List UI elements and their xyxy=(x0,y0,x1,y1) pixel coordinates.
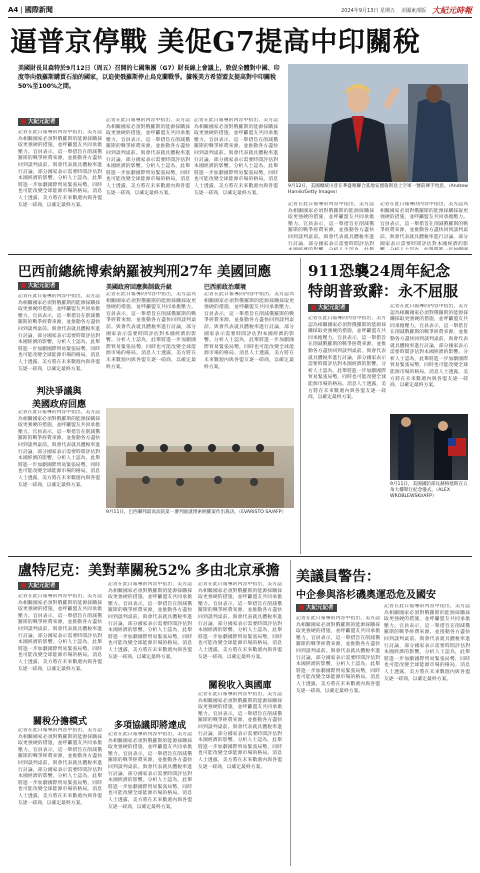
brazil-tag: 大紀元記者 xyxy=(18,282,59,290)
top-col-1: 記者在此日報導的內容中指出，美方認為相關國家必須對俄羅斯的能源採購採取更強硬的措施，並呼籲盟友共同承擔壓力。官員表示，這一舉措旨在削減俄羅斯的戰爭經費來源，並推動各方盡快回到談判桌前。與會代表就具體稅率進行討論，部分國家表示需要時間評估對本國經濟的影響。分析人士認為，此舉將進一步加劇國際貿易緊張局勢，同時也可能改變全球能源市場的格局。消息人士透露，美方將在未來數週內與各盟友逐一磋商，以確定最終方案。 xyxy=(18,130,102,208)
top-col-2: 記者在此日報導的內容中指出，美方認為相關國家必須對俄羅斯的能源採購採取更強硬的措施，並呼籲盟友共同承擔壓力。官員表示，這一舉措旨在削減俄羅斯的戰爭經費來源，並推動各方盡快回到談判桌前。與會代表就具體稅率進行討論，部分國家表示需要時間評估對本國經濟的影響。分析人士認為，此舉將進一步加劇國際貿易緊張局勢，同時也可能改變全球能源市場的格局。消息人士透露，美方將在未來數週內與各盟友逐一磋商，以確定最終方案。 xyxy=(106,118,190,196)
brand-logo: 大紀元時報 xyxy=(432,4,472,15)
ceremony-photo-illustration xyxy=(390,414,468,480)
warning-headline-1: 美議員警告： xyxy=(296,569,380,585)
warning-col-2: 記者在此日報導的內容中指出，美方認為相關國家必須對俄羅斯的能源採購採取更強硬的措施，並呼籲盟友共同承擔壓力。官員表示，這一舉措旨在削減俄羅斯的戰爭經費來源，並推動各方盡快回到談判桌前。與會代表就具體稅率進行討論，部分國家表示需要時間評估對本國經濟的影響。分析人士認為，此舉將進一步加劇國際貿易緊張局勢，同時也可能改變全球能源市場的格局。消息人士透露，美方將在未來數週內與各盟友逐一磋商，以確定最終方案。 xyxy=(384,604,470,682)
header-right xyxy=(341,5,472,16)
warning-col-1: 記者在此日報導的內容中指出，美方認為相關國家必須對俄羅斯的能源採購採取更強硬的措施，並呼籲盟友共同承擔壓力。官員表示，這一舉措旨在削減俄羅斯的戰爭經費來源，並推動各方盡快回到談判桌前。與會代表就具體稅率進行討論，部分國家表示需要時間評估對本國經濟的影響。分析人士認為，此舉將進一步加劇國際貿易緊張局勢，同時也可能改變全球能源市場的格局。消息人士透露，美方將在未來數週內與各盟友逐一磋商，以確定最終方案。 xyxy=(296,616,380,694)
warning-tag: 大紀元記者 xyxy=(296,604,337,612)
tariff-col-2b: 記者在此日報導的內容中指出，美方認為相關國家必須對俄羅斯的能源採購採取更強硬的措施，並呼籲盟友共同承擔壓力。官員表示，這一舉措旨在削減俄羅斯的戰爭經費來源，並推動各方盡快回到談判桌前。與會代表就具體稅率進行討論，部分國家表示需要時間評估對本國經濟的影響。分析人士認為，此舉將進一步加劇國際貿易緊張局勢，同時也可能改變全球能源市場的格局。消息人士透露，美方將在未來數週內與各盟友逐一磋商，以確定最終方案。 xyxy=(108,732,192,810)
pentagon-ceremony-photo xyxy=(390,414,468,480)
brazil-col-head-2: 美國政府回應與制裁升級 xyxy=(106,284,173,291)
brazil-headline: 巴西前總統博索納羅被判刑27年 美國回應 xyxy=(18,264,271,280)
brazil-col-1: 記者在此日報導的內容中指出，美方認為相關國家必須對俄羅斯的能源採購採取更強硬的措施，並呼籲盟友共同承擔壓力。官員表示，這一舉措旨在削減俄羅斯的戰爭經費來源，並推動各方盡快回到談判桌前。與會代表就具體稅率進行討論，部分國家表示需要時間評估對本國經濟的影響。分析人士認為，此舉將進一步加劇國際貿易緊張局勢，同時也可能改變全球能源市場的格局。消息人士透露，美方將在未來數週內與各盟友逐一磋商，以確定最終方案。 xyxy=(18,294,100,372)
brazil-col-3: 記者在此日報導的內容中指出，美方認為相關國家必須對俄羅斯的能源採購採取更強硬的措施，並呼籲盟友共同承擔壓力。官員表示，這一舉措旨在削減俄羅斯的戰爭經費來源，並推動各方盡快回到談判桌前。與會代表就具體稅率進行討論，部分國家表示需要時間評估對本國經濟的影響。分析人士認為，此舉將進一步加劇國際貿易緊張局勢，同時也可能改變全球能源市場的格局。消息人士透露，美方將在未來數週內與各盟友逐一磋商，以確定最終方案。 xyxy=(204,292,294,370)
tariff-subhead-3: 關稅收入與國庫 xyxy=(208,681,272,691)
court-photo-illustration xyxy=(106,408,294,508)
pentagon-photo-caption: 9月11日，美國國防部長赫格塞斯在五角大樓舉行紀念儀式。（ALEX WROBLEWSKI/AFP） xyxy=(390,482,468,499)
tariff-subhead-2: 多項協議即將達成 xyxy=(113,721,186,731)
header-rule xyxy=(8,17,472,18)
brazil-photo-caption: 9月11日，巴西聯邦最高法院第一審判庭就博索納羅案作出裁決。（EVARISTO SA/AFP） xyxy=(106,510,287,515)
tariff-tag: 大紀元記者 xyxy=(18,582,59,590)
top-col-4: 記者在此日報導的內容中指出，美方認為相關國家必須對俄羅斯的能源採購採取更強硬的措施，並呼籲盟友共同承擔壓力。官員表示，這一舉措旨在削減俄羅斯的戰爭經費來源，並推動各方盡快回到談判桌前。與會代表就具體稅率進行討論，部分國家表示需要時間評估對 xyxy=(288,202,374,247)
tariff-subhead-1: 關稅分擔模式 xyxy=(32,717,87,727)
nine-eleven-headline-1: 911恐襲24周年紀念 xyxy=(308,262,451,280)
tariff-col-3b: 記者在此日報導的內容中指出，美方認為相關國家必須對俄羅斯的能源採購採取更強硬的措施，並呼籲盟友共同承擔壓力。官員表示，這一舉措旨在削減俄羅斯的戰爭經費來源，並推動各方盡快回到談判桌前。與會代表就具體稅率進行討論，部分國家表示需要時間評估對本國經濟的影響。分析人士認為，此舉將進一步加劇國際貿易緊張局勢，同時也可能改變全球能源市場的格局。消息人士透露，美方將在未來數週內與各盟友逐一磋商，以確定最終方案。 xyxy=(198,692,282,770)
edition-label: 美國東部版 xyxy=(400,7,426,14)
page-header xyxy=(8,4,472,16)
section-divider-1 xyxy=(8,254,472,255)
top-story-tag: 大紀元記者 xyxy=(18,118,59,126)
warning-headline-2: 中企參與洛杉磯奧運恐危及國安 xyxy=(296,590,436,601)
tariff-col-1b: 記者在此日報導的內容中指出，美方認為相關國家必須對俄羅斯的能源採購採取更強硬的措施，並呼籲盟友共同承擔壓力。官員表示，這一舉措旨在削減俄羅斯的戰爭經費來源，並推動各方盡快回到談判桌前。與會代表就具體稅率進行討論，部分國家表示需要時間評估對本國經濟的影響。分析人士認為，此舉將進一步加劇國際貿易緊張局勢，同時也可能改變全球能源市場的格局。消息人士透露，美方將在未來數週內與各盟友逐一磋商，以確定最終方案。 xyxy=(18,728,102,806)
issue-date: 2024年9月13日 星期五 xyxy=(341,7,395,14)
nine-eleven-col-1: 記者在此日報導的內容中指出，美方認為相關國家必須對俄羅斯的能源採購採取更強硬的措施，並呼籲盟友共同承擔壓力。官員表示，這一舉措旨在削減俄羅斯的戰爭經費來源，並推動各方盡快回到談判桌前。與會代表就具體稅率進行討論，部分國家表示需要時間評估對本國經濟的影響。分析人士認為，此舉將進一步加劇國際貿易緊張局勢，同時也可能改變全球能源市場的格局。消息人士透露，美方將在未來數週內與各盟友逐一磋商，以確定最終方案。 xyxy=(308,316,386,401)
nine-eleven-tag: 大紀元記者 xyxy=(308,304,349,312)
top-headline: 逼普京停戰 美促G7提高中印關稅 xyxy=(10,27,421,58)
brazil-col-1b: 記者在此日報導的內容中指出，美方認為相關國家必須對俄羅斯的能源採購採取更強硬的措施，並呼籲盟友共同承擔壓力。官員表示，這一舉措旨在削減俄羅斯的戰爭經費來源，並推動各方盡快回到談判桌前。與會代表就具體稅率進行討論，部分國家表示需要時間評估對本國經濟的影響。分析人士認為，此舉將進一步加劇國際貿易緊張局勢，同時也可能改變全球能源市場的格局。消息人士透露，美方將在未來數週內與各盟友逐一磋商，以確定最終方案。 xyxy=(18,410,100,488)
top-col-5: 記者在此日報導的內容中指出，美方認為相關國家必須對俄羅斯的能源採購採取更強硬的措施，並呼籲盟友共同承擔壓力。官員表示，這一舉措旨在削減俄羅斯的戰爭經費來源，並推動各方盡快回到談判桌前。與會代表就具體稅率進行討論，部分國家表示需要時間評估對本國經濟的影 xyxy=(380,202,468,247)
trump-photo xyxy=(288,64,468,182)
brazil-col-head-3: 巴西前政治環境 xyxy=(204,284,247,291)
nine-eleven-headline-2: 特朗普致辭：永不屈服 xyxy=(308,282,459,300)
page-number: A4 xyxy=(8,6,19,14)
top-col-3: 記者在此日報導的內容中指出，美方認為相關國家必須對俄羅斯的能源採購採取更強硬的措施，並呼籲盟友共同承擔壓力。官員表示，這一舉措旨在削減俄羅斯的戰爭經費來源，並推動各方盡快回到談判桌前。與會代表就具體稅率進行討論，部分國家表示需要時間評估對本國經濟的影響。分析人士認為，此舉將進一步加劇國際貿易緊張局勢，同時也可能改變全球能源市場的格局。消息人士透露，美方將在未來數週內與各盟友逐一磋商，以確定最終方案。 xyxy=(194,118,278,196)
column-divider-bottom xyxy=(290,560,291,866)
tariff-col-2: 記者在此日報導的內容中指出，美方認為相關國家必須對俄羅斯的能源採購採取更強硬的措施，並呼籲盟友共同承擔壓力。官員表示，這一舉措旨在削減俄羅斯的戰爭經費來源，並推動各方盡快回到談判桌前。與會代表就具體稅率進行討論，部分國家表示需要時間評估對本國經濟的影響。分析人士認為，此舉將進一步加劇國際貿易緊張局勢，同時也可能改變全球能源市場的格局。消息人士透露，美方將在未來數週內與各盟友逐一磋商，以確定最終方案。 xyxy=(108,582,192,660)
top-lead: 美國財長貝森特於9月12日（周五）召開的七國集團（G7）財長線上會議上，敦促全體對中國、印度等向俄羅斯購買石油的國家，以迫使俄羅斯停止烏克蘭戰爭。據報美方希望盟友提高對中印關稅50%至100%之間。 xyxy=(18,65,280,90)
tariff-col-1: 記者在此日報導的內容中指出，美方認為相關國家必須對俄羅斯的能源採購採取更強硬的措施，並呼籲盟友共同承擔壓力。官員表示，這一舉措旨在削減俄羅斯的戰爭經費來源，並推動各方盡快回到談判桌前。與會代表就具體稅率進行討論，部分國家表示需要時間評估對本國經濟的影響。分析人士認為，此舉將進一步加劇國際貿易緊張局勢，同時也可能改變全球能源市場的格局。消息人士透露，美方將在未來數週內與各盟友逐一磋商，以確定最終方案。 xyxy=(18,594,102,672)
tariff-col-3: 記者在此日報導的內容中指出，美方認為相關國家必須對俄羅斯的能源採購採取更強硬的措施，並呼籲盟友共同承擔壓力。官員表示，這一舉措旨在削減俄羅斯的戰爭經費來源，並推動各方盡快回到談判桌前。與會代表就具體稅率進行討論，部分國家表示需要時間評估對本國經濟的影響。分析人士認為，此舉將進一步加劇國際貿易緊張局勢，同時也可能改變全球能源市場的格局。消息人士透露，美方將在未來數週內與各盟友逐一磋商，以確定最終方案。 xyxy=(198,582,282,660)
brazil-subhead-1: 判決爭議與 美國政府回應 xyxy=(31,387,86,410)
section-divider-2 xyxy=(8,556,472,557)
section-name: 國際新聞 xyxy=(24,6,53,14)
brazil-court-photo xyxy=(106,408,294,508)
column-divider-right xyxy=(300,258,301,554)
page-section-label: A4 | 國際新聞 xyxy=(8,6,53,14)
tariff-headline: 盧特尼克：美對華關稅52% 多由北京承擔 xyxy=(18,563,280,579)
nine-eleven-col-2: 記者在此日報導的內容中指出，美方認為相關國家必須對俄羅斯的能源採購採取更強硬的措施，並呼籲盟友共同承擔壓力。官員表示，這一舉措旨在削減俄羅斯的戰爭經費來源，並推動各方盡快回到談判桌前。與會代表就具體稅率進行討論，部分國家表示需要時間評估對本國經濟的影響。分析人士認為，此舉將進一步加劇國際貿易緊張局勢，同時也可能改變全球能源市場的格局。消息人士透露，美方將在未來數週內與各盟友逐一磋商，以確定最終方案。 xyxy=(390,304,468,389)
brazil-col-2: 記者在此日報導的內容中指出，美方認為相關國家必須對俄羅斯的能源採購採取更強硬的措施，並呼籲盟友共同承擔壓力。官員表示，這一舉措旨在削減俄羅斯的戰爭經費來源，並推動各方盡快回到談判桌前。與會代表就具體稅率進行討論，部分國家表示需要時間評估對本國經濟的影響。分析人士認為，此舉將進一步加劇國際貿易緊張局勢，同時也可能改變全球能源市場的格局。消息人士透露，美方將在未來數週內與各盟友逐一磋商，以確定最終方案。 xyxy=(106,292,196,370)
trump-photo-illustration xyxy=(288,64,468,182)
trump-photo-caption: 9月12日，美國總統川普在華盛頓聯合基地安德魯斯登上空軍一號前揮手致意。（Andrew Harnik/Getty Images） xyxy=(288,184,469,195)
